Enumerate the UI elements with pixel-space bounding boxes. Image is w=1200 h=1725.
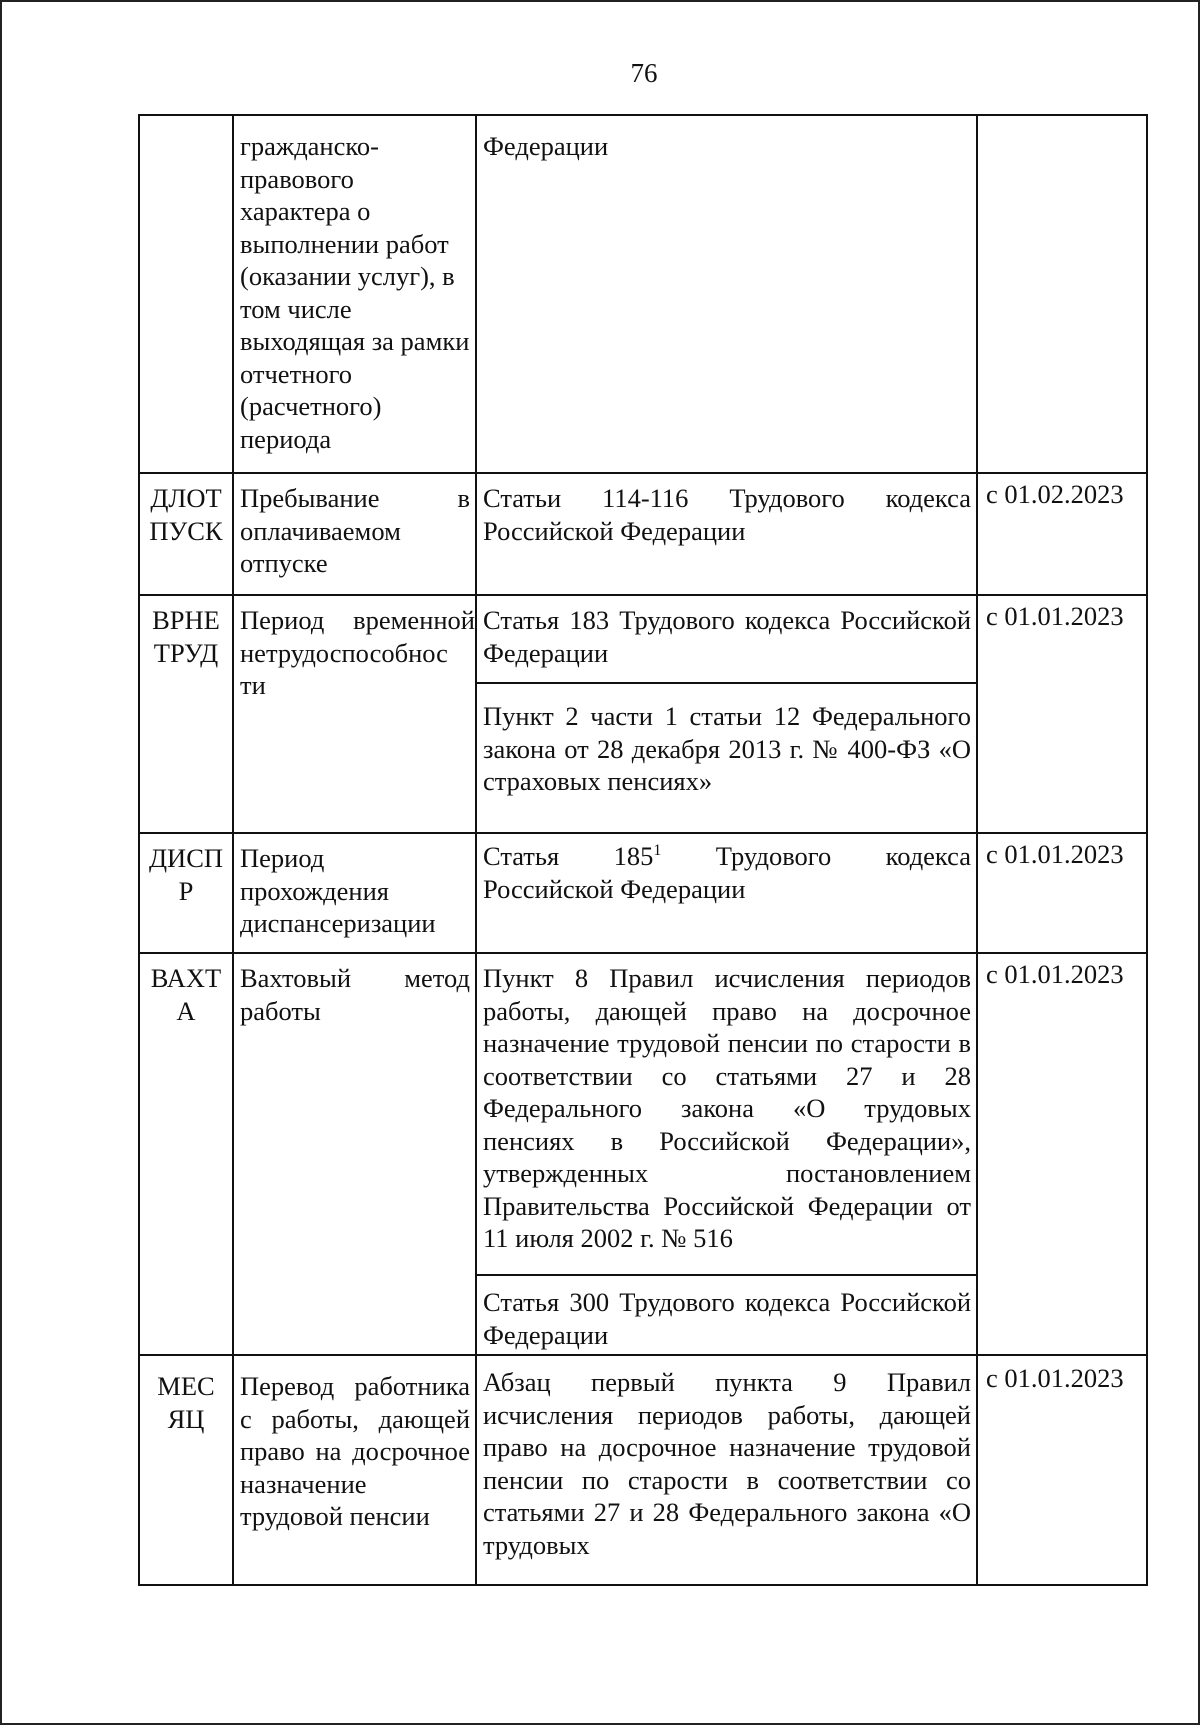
row-3-basis-superscript: 1 xyxy=(653,842,662,860)
row-2-code: ВРНЕ ТРУД xyxy=(152,605,220,668)
row-1-basis-1: Статьи 114-116 Трудового кодекса Российской Федерации xyxy=(483,483,971,546)
row-3-name: Период прохождения диспансеризации xyxy=(240,843,436,938)
column-divider-2 xyxy=(475,116,477,1584)
column-divider-1 xyxy=(232,116,234,1584)
row-0-name: гражданско-правового характера о выполнении работ (оказании услуг), в том числе выходящая за рамки отчетного (расчетного) периода xyxy=(240,131,470,454)
row-2-basis-2: Пункт 2 части 1 статьи 12 Федерального закона от 28 декабря 2013 г. № 400-ФЗ «О страховых пенсиях» xyxy=(483,701,971,796)
row-4-basis-2: Статья 300 Трудового кодекса Российской Федерации xyxy=(483,1287,971,1350)
row-0-basis-1: Федерации xyxy=(483,131,609,161)
row-2-basis-1: Статья 183 Трудового кодекса Российской Федерации xyxy=(483,605,971,668)
row-divider-4 xyxy=(140,952,1146,954)
row-1-date: с 01.02.2023 xyxy=(986,479,1124,509)
row-2-date: с 01.01.2023 xyxy=(986,601,1124,631)
row-5-basis-1: Абзац первый пункта 9 Правил исчисления периодов работы, дающей право на досрочное назначение трудовой пенсии по старости в соответствии со статьями 27 и 28 Федерального закона «О трудовых xyxy=(483,1367,971,1560)
row-5-date: с 01.01.2023 xyxy=(986,1363,1124,1393)
row-5-code: МЕС ЯЦ xyxy=(157,1371,215,1434)
row-3-basis-1: Статья $185^1$ Трудового кодекса Российской Федерации xyxy=(483,841,971,904)
row-1-code: ДЛОТ ПУСК xyxy=(149,483,223,546)
row-3-code: ДИСП Р xyxy=(148,843,224,906)
column-divider-3 xyxy=(976,116,978,1584)
basis-divider-vrnetrud xyxy=(475,682,978,684)
row-3-basis-article: 185 xyxy=(613,841,654,871)
row-4-basis-1: Пункт 8 Правил исчисления периодов работы, дающей право на досрочное назначение трудовой пенсии по старости в соответствии со статьями 27 и 28 Федерального закона «О трудовых пенсиях в Российской Федерации», утвержденных постановлением Правительства Российской Федерации от 11 июля 2002 г. № 516 xyxy=(483,963,971,1253)
row-4-name: Вахтовый метод работы xyxy=(240,963,470,1026)
page-number: 76 xyxy=(630,58,658,88)
row-divider-1 xyxy=(140,472,1146,474)
row-5-name: Перевод работника с работы, дающей право на досрочное назначение трудовой пенсии xyxy=(240,1371,470,1531)
periods-table xyxy=(138,114,1148,1586)
row-divider-5 xyxy=(140,1354,1146,1356)
basis-divider-vakhta xyxy=(475,1274,978,1276)
row-4-date: с 01.01.2023 xyxy=(986,959,1124,989)
row-1-name: Пребывание в оплачиваемом отпуске xyxy=(240,483,470,578)
row-2-name: Период временной нетрудоспособнос ти xyxy=(240,605,475,700)
row-3-date: с 01.01.2023 xyxy=(986,839,1124,869)
row-divider-2 xyxy=(140,594,1146,596)
row-4-code: ВАХТ А xyxy=(150,963,222,1026)
row-divider-3 xyxy=(140,832,1146,834)
